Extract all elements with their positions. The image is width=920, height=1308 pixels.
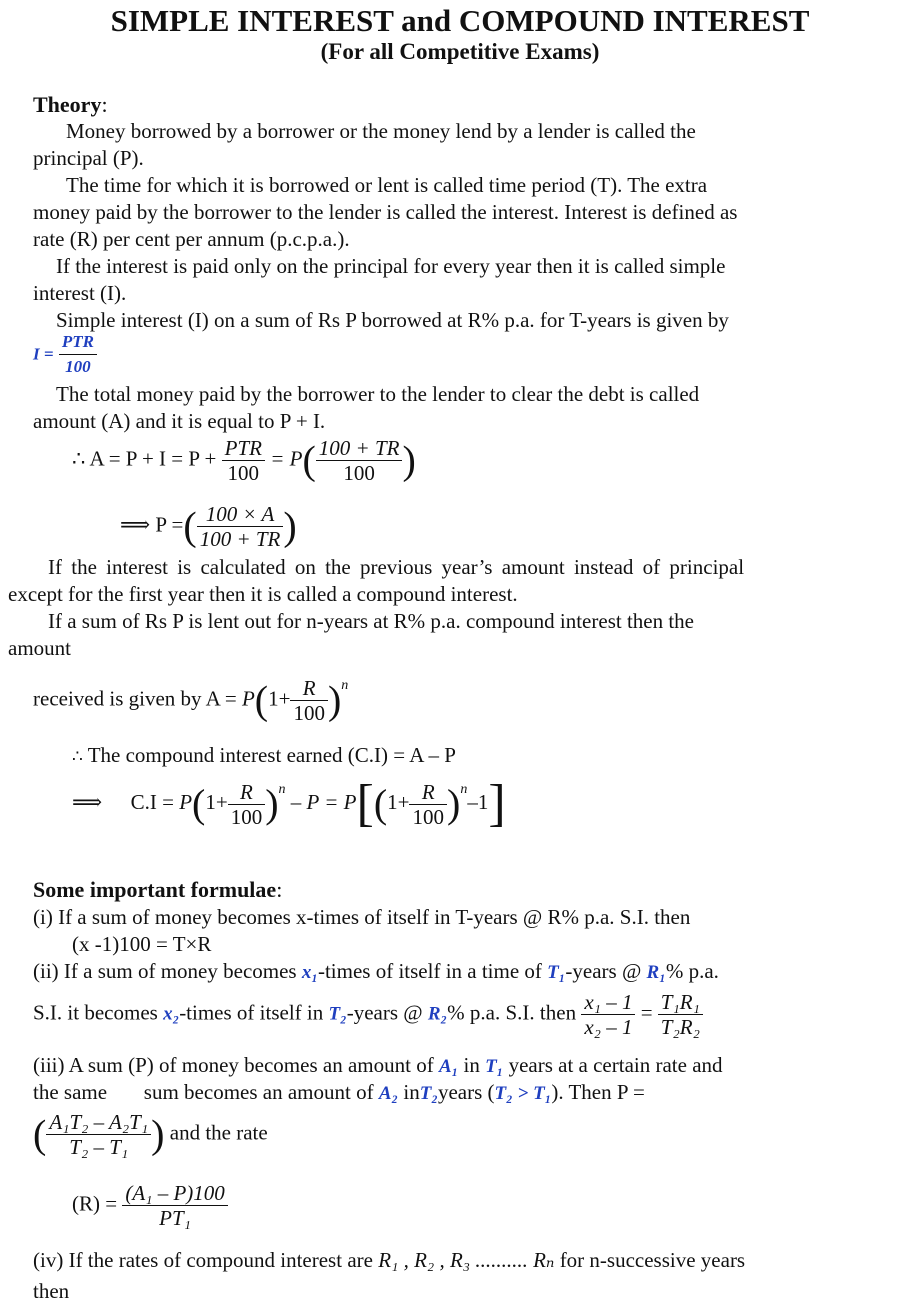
- ci-paren-close: ): [265, 781, 279, 826]
- iii-paren-open: (: [33, 1111, 47, 1157]
- ii-den-1: x₂ – 1: [584, 1015, 633, 1039]
- ci-exp-2: n: [460, 781, 468, 797]
- ci-earned-text: The compound interest earned (C.I) = A – P: [87, 743, 456, 767]
- ci-amount-num: R: [290, 676, 328, 701]
- amount-mid: = P: [270, 446, 303, 471]
- formulae-heading: [33, 877, 282, 903]
- formula-i-line-1: (i) If a sum of money becomes x-times of itself in T-years @ R% p.a. S.I. then: [33, 905, 691, 929]
- ii-g: -years @: [346, 1000, 423, 1025]
- iii-fraction-1: [46, 1110, 151, 1159]
- iv-b: for n-successive years: [559, 1248, 746, 1272]
- principal-num: 100 × A: [197, 502, 284, 527]
- theory-heading: [33, 92, 108, 118]
- ci-inner-paren-open: (: [373, 781, 388, 826]
- formula-i-line-2: (x -1)100 = T×R: [72, 932, 212, 956]
- ii-d: % p.a.: [665, 959, 719, 983]
- ci-amount-exp: n: [341, 678, 349, 694]
- amount-num-2: 100 + TR: [316, 436, 403, 461]
- si-fraction: [59, 330, 97, 379]
- formula-ii-line-1: [33, 958, 719, 986]
- iii-h: and the rate: [169, 1120, 268, 1145]
- iii-e: in: [403, 1080, 420, 1104]
- iii-fraction-2: [122, 1181, 227, 1230]
- ci-bracket-open: [: [356, 775, 374, 832]
- amount-paren-close: ): [402, 437, 416, 483]
- ii-x2: x₂: [163, 1003, 180, 1025]
- ci-earned-line: [72, 743, 456, 768]
- ii-den-2: T₂R₂: [660, 1015, 700, 1039]
- iii-t1: T₁: [485, 1056, 504, 1077]
- paragraph-4-line-1: Simple interest (I) on a sum of Rs P borrowed at R% p.a. for T-years is given by: [56, 308, 729, 332]
- page-title: SIMPLE INTEREST and COMPOUND INTEREST: [110, 3, 810, 38]
- amount-num-1: PTR: [222, 436, 265, 461]
- ii-h: % p.a. S.I. then: [447, 1000, 577, 1025]
- paragraph-6-line-1: If the interest is calculated on the previous year’s amount instead of principal: [48, 555, 745, 579]
- ii-c: -years @: [565, 959, 642, 983]
- ci-amount-den: 100: [293, 701, 325, 725]
- iii-num-1: A₁T₂ – A₂T₁: [46, 1110, 151, 1135]
- ci-fraction-1: [228, 780, 266, 829]
- ci-num-2: R: [409, 780, 447, 805]
- amount-fraction-2: [316, 436, 403, 485]
- ci-one: 1+: [205, 789, 228, 814]
- iii-c: years at a certain rate and: [508, 1053, 723, 1077]
- ii-r2: R₂: [427, 1003, 448, 1025]
- formula-iv-line-1: [33, 1247, 745, 1273]
- formula-iii-line-1: [33, 1052, 723, 1080]
- iii-num-2: (A₁ – P)100: [122, 1181, 227, 1206]
- formula-ii-line-2: [33, 990, 703, 1039]
- formula-iv-line-2: then: [33, 1279, 70, 1303]
- amount-formula: [72, 436, 416, 485]
- amount-lhs: ∴ A = P + I = P +: [72, 446, 217, 471]
- iii-a: (iii) A sum (P) of money becomes an amount of: [33, 1053, 434, 1077]
- formulae-label: Some important formulae: [33, 877, 277, 902]
- ci-minus-p: – P = P: [290, 789, 357, 814]
- iii-d: the same sum becomes an amount of: [33, 1080, 374, 1104]
- ci-exp-1: n: [278, 781, 286, 797]
- principal-fraction: [197, 502, 284, 551]
- iii-f: years (: [437, 1080, 495, 1104]
- si-denominator: 100: [65, 357, 91, 376]
- paragraph-3-line-1: If the interest is paid only on the principal for every year then it is called simple: [56, 254, 726, 278]
- iii-t2: T₂: [419, 1083, 438, 1104]
- formula-iii-principal: [33, 1110, 268, 1159]
- ci-amount-paren-open: (: [254, 677, 269, 723]
- ci-bracket-close: ]: [488, 775, 506, 832]
- ci-amount-p: P: [241, 686, 255, 711]
- paragraph-2-line-3: rate (R) per cent per annum (p.c.p.a.).: [33, 227, 350, 251]
- ci-amount-text: received is given by A =: [33, 686, 237, 711]
- ci-minus-one: –1: [467, 789, 489, 814]
- paragraph-7-line-1: If a sum of Rs P is lent out for n-years at R% p.a. compound interest then the: [48, 609, 695, 633]
- paragraph-1-line-2: principal (P).: [33, 146, 144, 170]
- principal-paren-close: ): [283, 503, 297, 549]
- formula-iii-line-2: [33, 1079, 645, 1107]
- iii-b: in: [463, 1053, 480, 1077]
- ii-t1: T₁: [547, 962, 566, 983]
- theory-label: Theory: [33, 92, 102, 117]
- ci-paren-open: (: [192, 781, 206, 826]
- ci-den-1: 100: [230, 804, 263, 829]
- ci-lhs: C.I =: [130, 789, 174, 814]
- ci-p: P: [179, 789, 193, 814]
- ii-num-1: x₁ – 1: [581, 990, 635, 1015]
- paragraph-5-line-1: The total money paid by the borrower to the lender to clear the debt is called: [56, 382, 700, 406]
- amount-den-1: 100: [227, 461, 260, 485]
- ci-inner-paren-close: ): [446, 781, 461, 826]
- principal-formula: [120, 502, 297, 551]
- ii-fraction-2: [658, 990, 703, 1039]
- paragraph-3-line-2: interest (I).: [33, 281, 127, 305]
- iv-a: (iv) If the rates of compound interest are: [33, 1248, 373, 1272]
- amount-fraction-1: [222, 436, 265, 485]
- ii-r1: R₁: [646, 962, 666, 983]
- amount-den-2: 100: [343, 461, 375, 485]
- ii-e: S.I. it becomes: [33, 1000, 158, 1025]
- iv-rates: R₁ , R₂ , R₃ .......... Rₙ: [378, 1248, 555, 1272]
- ci-num-1: R: [228, 780, 266, 805]
- ii-a: (ii) If a sum of money becomes: [33, 959, 297, 983]
- formulae-colon: :: [276, 877, 283, 902]
- ii-f: -times of itself in: [179, 1000, 324, 1025]
- ci-fraction-2: [409, 780, 447, 829]
- ci-amount-fraction: [290, 676, 328, 725]
- ii-x1: x₁: [301, 962, 318, 983]
- formula-iii-rate: [72, 1181, 228, 1230]
- iii-compare: T₂ > T₁: [494, 1083, 552, 1104]
- paragraph-2-line-1: The time for which it is borrowed or lent is called time period (T). The extra: [66, 173, 708, 197]
- ci-amount-formula: [33, 676, 348, 725]
- iii-den-2: PT₁: [159, 1206, 191, 1230]
- therefore-symbol: ∴: [72, 747, 83, 766]
- ii-equals: =: [640, 1000, 653, 1025]
- iii-paren-close: ): [151, 1111, 165, 1157]
- ci-amount-paren-close: ): [327, 677, 342, 723]
- paragraph-7-line-2: amount: [8, 636, 71, 660]
- paragraph-6-line-2: except for the first year then it is called a compound interest.: [8, 582, 518, 606]
- paragraph-1-line-1: Money borrowed by a borrower or the money lend by a lender is called the: [66, 119, 696, 143]
- amount-paren-open: (: [302, 437, 316, 483]
- iii-g: ). Then P =: [551, 1080, 645, 1104]
- iii-a1: A₁: [438, 1056, 459, 1077]
- iii-a2: A₂: [378, 1083, 399, 1104]
- iii-rate-lhs: (R) =: [72, 1191, 118, 1216]
- si-lhs: I =: [33, 344, 54, 364]
- principal-den: 100 + TR: [199, 527, 281, 551]
- ii-t2: T₂: [328, 1003, 347, 1025]
- iii-den-1: T₂ – T₁: [69, 1135, 129, 1159]
- principal-paren-open: (: [183, 503, 197, 549]
- ii-num-2: T₁R₁: [658, 990, 703, 1015]
- ii-b: -times of itself in a time of: [317, 959, 542, 983]
- simple-interest-formula: [33, 330, 97, 379]
- principal-lhs: ⟹ P =: [120, 512, 184, 537]
- ci-amount-one: 1+: [268, 686, 291, 711]
- ci-formula: [72, 775, 506, 832]
- ci-inner-one: 1+: [387, 789, 410, 814]
- ci-den-2: 100: [412, 804, 444, 829]
- paragraph-2-line-2: money paid by the borrower to the lender is called the interest. Interest is defined as: [33, 200, 738, 224]
- ii-fraction-1: [581, 990, 635, 1039]
- paragraph-5-line-2: amount (A) and it is equal to P + I.: [33, 409, 326, 433]
- theory-colon: :: [101, 92, 108, 117]
- page-subtitle: (For all Competitive Exams): [320, 39, 600, 64]
- si-numerator: PTR: [59, 330, 97, 355]
- ci-arrow: ⟹: [72, 789, 103, 814]
